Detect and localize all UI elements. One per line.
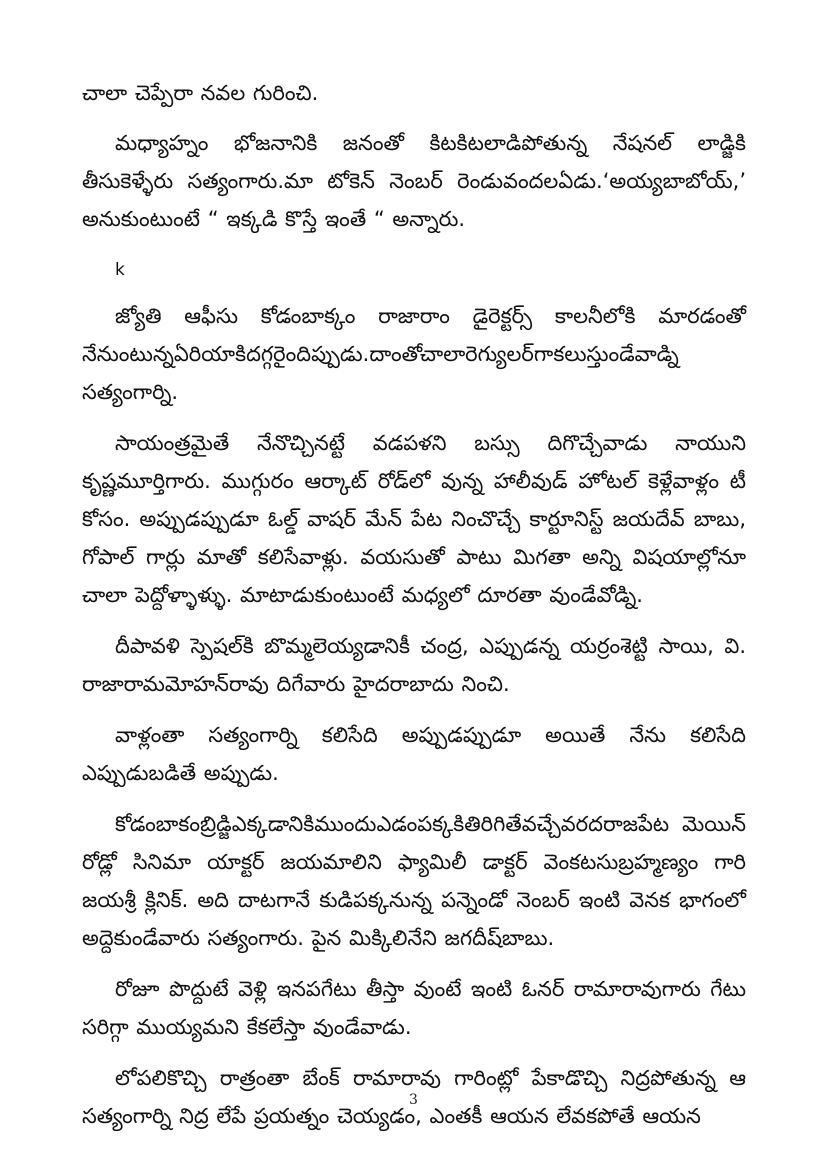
paragraph-4: సాయంత్రమైతే నేనొచ్చినట్టే వడపళని బస్సు దిగొచ్చేవాడు నాయుని కృష్ణమూర్తిగారు. ముగ్గురం ఆర్కాట్ రోడ్‌లో వున్న హాలీవుడ్ హోటల్ కెళ్లేవాళ్లం టీ కోసం. అప్పుడప్పుడూ ఓల్డ్ వాషర్ మేన్ పేట నించొచ్చే కార్టూనిస్ట్ జయదేవ్ బాబు, గోపాల్ గార్లు మాతో కలిసేవాళ్లు. వయసుతో పాటు మిగతా అన్ని విషయాల్లోనూ చాలా పెద్దోళ్ళాళ్ళు. మాటాడుకుంటుంటే మధ్యలో దూరతా వుండేవోడ్ని. <box>82 431 746 607</box>
paragraph-2: మధ్యాహ్నం భోజనానికి జనంతో కిటకిటలాడిపోతున్న నేషనల్ లాడ్జికి తీసుకెళ్ళేరు సత్యంగారు.మా టోకెన్ నెంబర్ రెండువందలఏడు.‘అయ్యబాబోయ్,’ అనుకుంటుంటే “ ఇక్కడి కొస్తే ఇంతే “ అన్నారు. <box>82 131 746 231</box>
paragraph-6: వాళ్లంతా సత్యంగార్ని కలిసేది అప్పుడప్పుడూ అయితే నేను కలిసేది ఎప్పుడుబడితే అప్పుడు. <box>82 723 746 785</box>
paragraph-8: రోజూ పొద్దుటే వెళ్లి ఇనపగేటు తీస్తా వుంటే ఇంటి ఓనర్ రామారావుగారు గేటు సరిగ్గా ముయ్యమని కేకలేస్తా వుండేవాడు. <box>82 977 746 1039</box>
section-marker: k <box>115 260 125 280</box>
paragraph-7: కోడంబాకంబ్రిడ్జిఎక్కడానికిముందుఎడంపక్కకితిరిగితేవచ్చేవరదరాజపేట మెయిన్ రోడ్లో సినిమా యాక్టర్ జయమాలిని ఫ్యామిలీ డాక్టర్ వెంకటసుబ్రహ్మణ్యం గారి జయశ్రీ క్లినిక్. అది దాటగానే కుడిపక్కనున్న పన్నెండో నెంబర్ ఇంటి వెనక భాగంలో అద్దెకుండేవారు సత్యంగారు. పైన మిక్కిలినేని జగదీష్‌బాబు. <box>82 812 746 950</box>
document-page <box>82 74 746 1148</box>
paragraph-1: చాలా చెప్పేరా నవల గురించి. <box>82 81 319 105</box>
paragraph-9: లోపలికొచ్చి రాత్రంతా బేంక్ రామారావు గారింట్లో పేకాడొచ్చి నిద్రపోతున్న ఆ సత్యంగార్ని నిద్ర లేపే ప్రయత్నం చెయ్యడం, ఎంతకీ ఆయన లేవకపోతే ఆయన <box>82 1066 746 1128</box>
page-number: 3 <box>409 1092 418 1108</box>
paragraph-5: దీపావళి స్పెషల్‌కి బొమ్మలెయ్యడానికీ చంద్ర, ఎప్పుడన్న యర్రంశెట్టి సాయి, వి. రాజారామమోహన్‌రావు దిగేవారు హైదరాబాదు నించి. <box>82 634 746 696</box>
paragraph-3: జ్యోతి ఆఫీసు కోడంబాక్కం రాజారాం డైరెక్టర్స్ కాలనీలోకి మారడంతో నేనుంటున్నఏరియాకిదగ్గరైందిప్పుడు.దాంతోచాలారెగ్యులర్‌గాకలుస్తుండేవాడ్ని సత్యంగార్ని. <box>82 304 746 404</box>
